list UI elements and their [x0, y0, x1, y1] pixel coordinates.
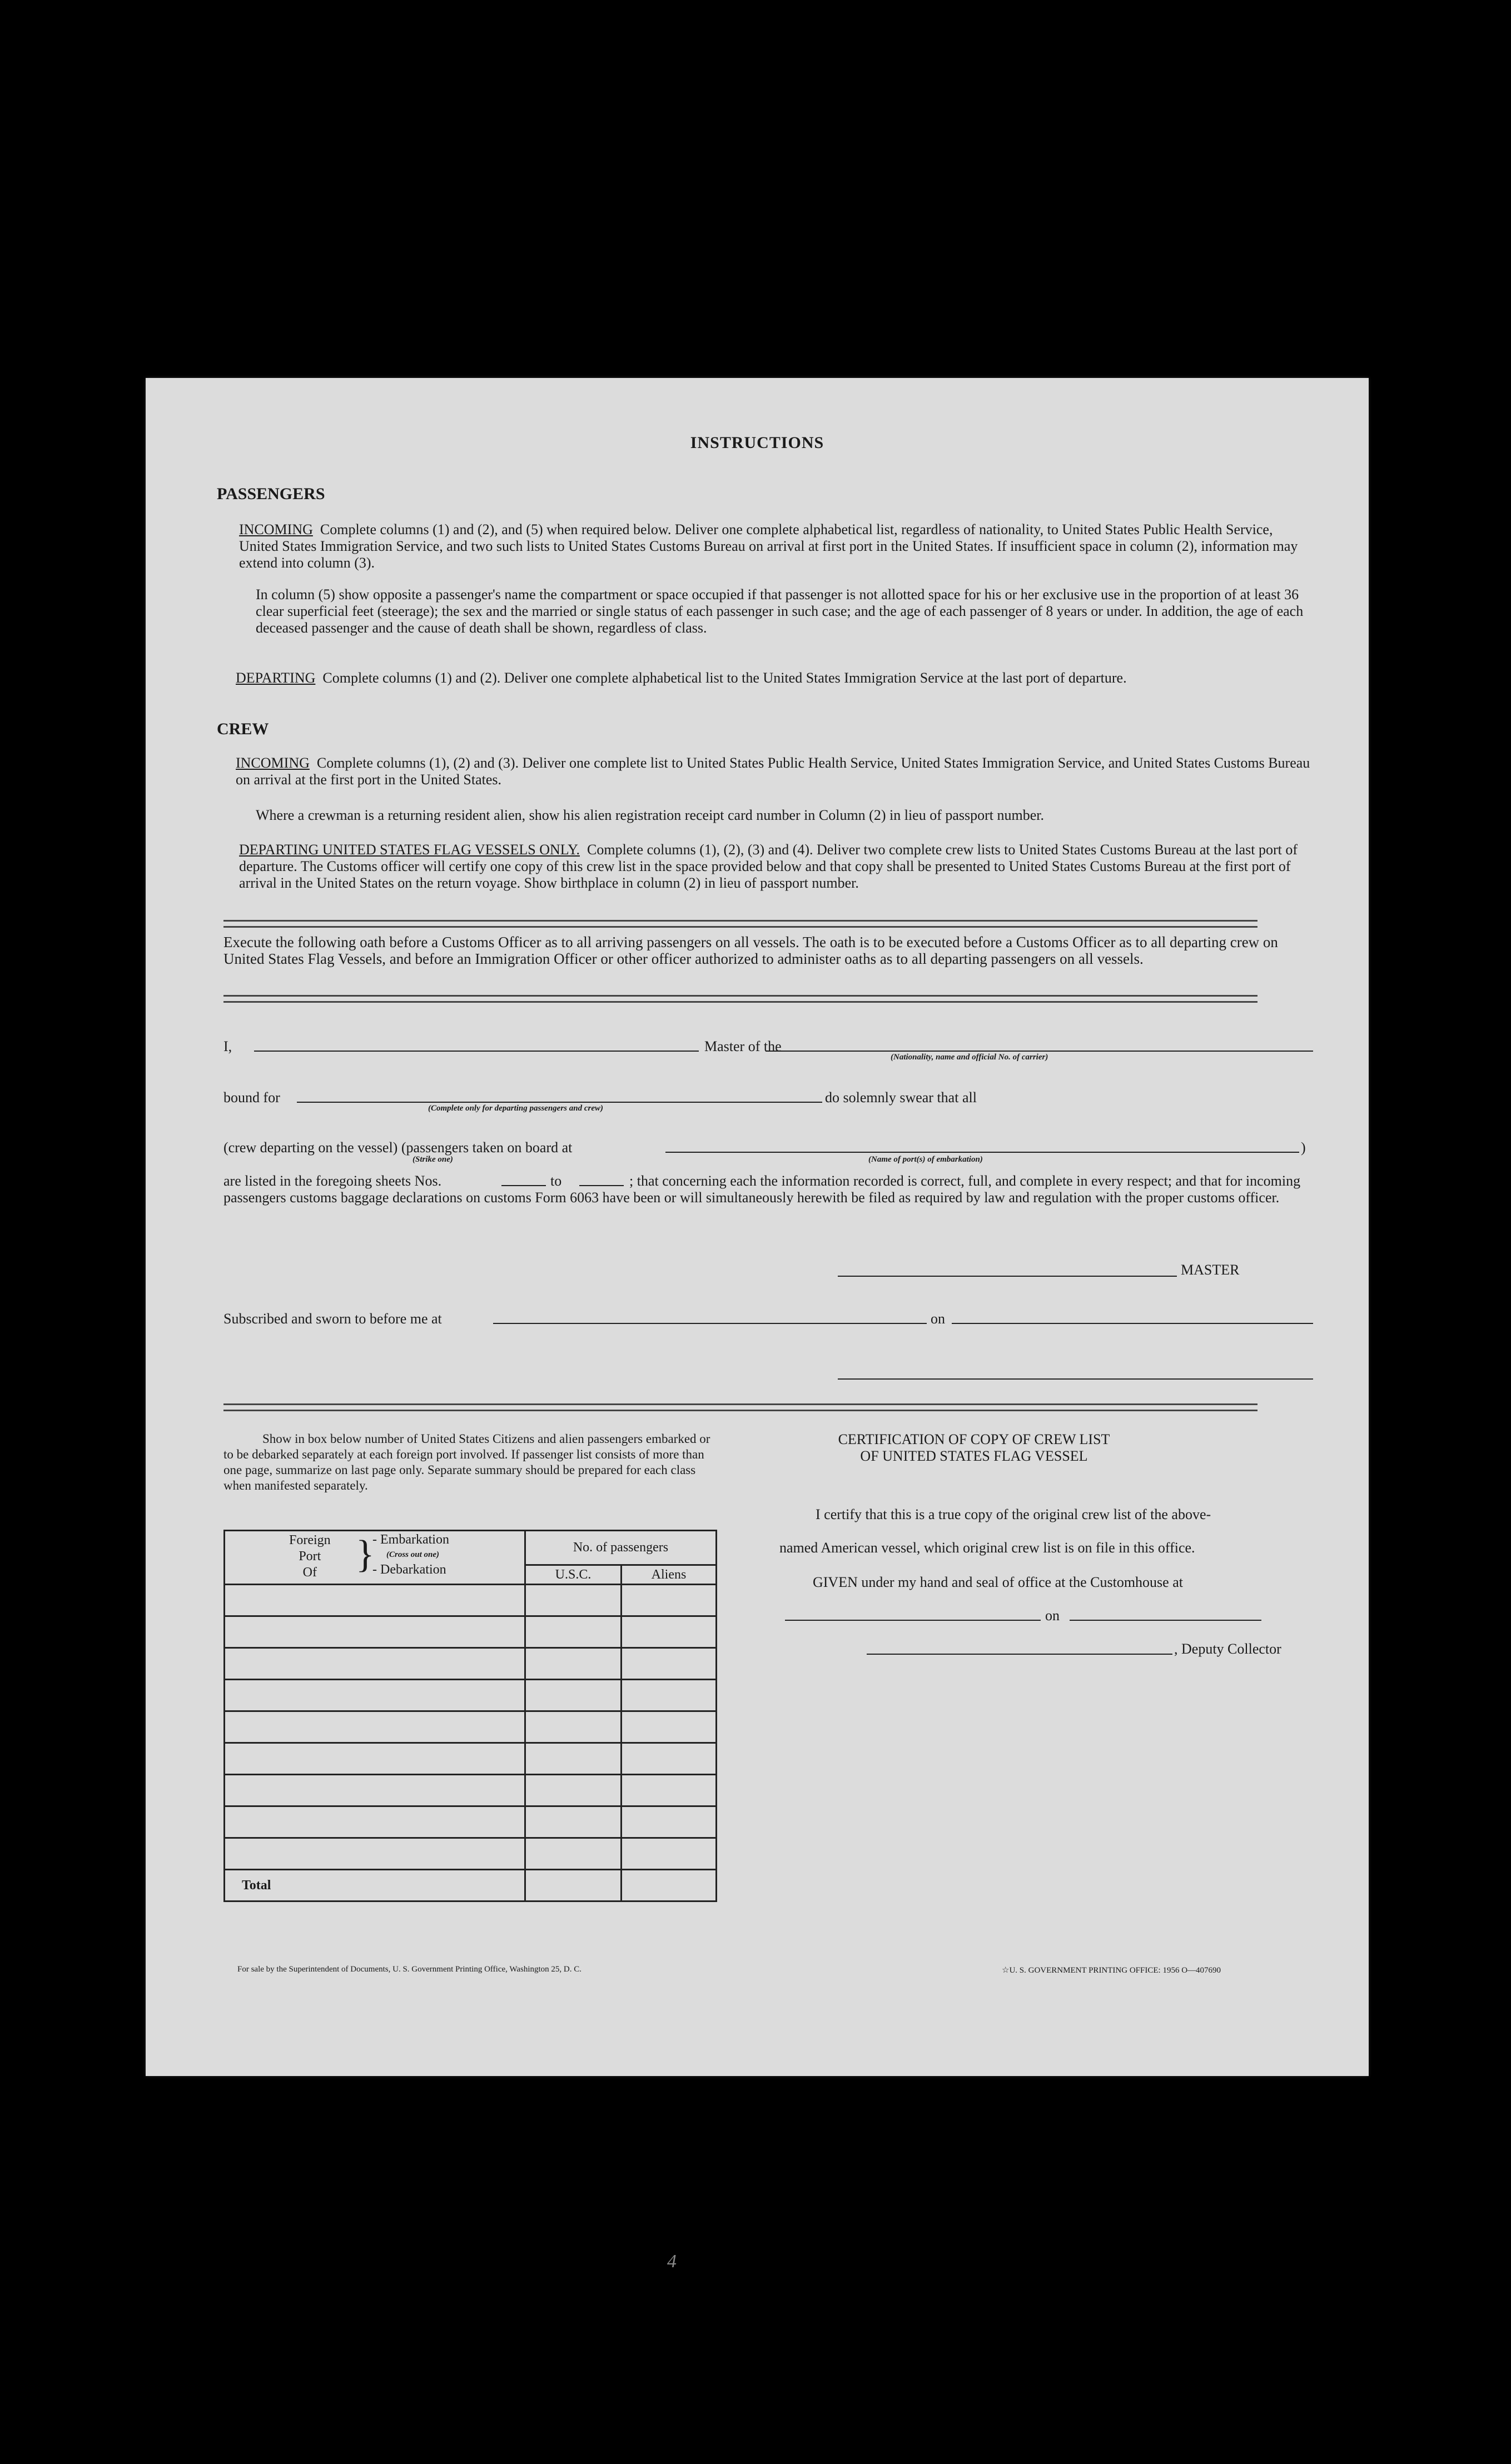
aliens-cell[interactable] — [622, 1585, 717, 1616]
listed-sheets: are listed in the foregoing sheets Nos. — [223, 1173, 442, 1189]
table-row — [225, 1838, 717, 1870]
swear-text: do solemnly swear that all — [825, 1089, 977, 1106]
table-row — [225, 1648, 717, 1680]
brace-icon: } — [356, 1533, 375, 1576]
usc-cell[interactable] — [525, 1743, 622, 1775]
table-row — [225, 1616, 717, 1648]
port-header — [225, 1531, 525, 1585]
divider — [223, 995, 1257, 1003]
to-text: to — [550, 1173, 562, 1189]
customhouse-field[interactable] — [785, 1620, 1041, 1621]
table-row — [225, 1806, 717, 1838]
departing-label: DEPARTING — [236, 670, 316, 686]
aliens-total-cell[interactable] — [622, 1870, 717, 1901]
summary-instructions: Show in box below number of United States Citizens and alien passengers embarked or to be debarked separately at each foreign port involved. If passenger list consists of more than one page, summarize on last page only. Separate summary should be prepared for each class when manifested separately. — [223, 1432, 710, 1492]
cert-date-field[interactable] — [1070, 1620, 1261, 1621]
deputy-label: , Deputy Collector — [1174, 1641, 1281, 1657]
port-caption: (Name of port(s) of embarkation) — [868, 1155, 983, 1164]
aliens-header: Aliens — [622, 1565, 717, 1585]
table-row — [225, 1680, 717, 1711]
bound-for: bound for — [223, 1089, 280, 1106]
cert-on: on — [1045, 1607, 1060, 1624]
total-row — [225, 1870, 717, 1901]
destination-field[interactable] — [297, 1102, 822, 1103]
port-cell[interactable] — [225, 1743, 525, 1775]
of-label: Of — [302, 1565, 317, 1580]
aliens-cell[interactable] — [622, 1648, 717, 1680]
deputy-signature-field[interactable] — [867, 1654, 1172, 1655]
footer-right: ☆U. S. GOVERNMENT PRINTING OFFICE: 1956 O—407690 — [1002, 1966, 1221, 1975]
usc-total-cell[interactable] — [525, 1870, 622, 1901]
passenger-summary-table — [223, 1530, 717, 1902]
no-passengers-header: No. of passengers — [525, 1531, 717, 1565]
strike-one-caption: (Strike one) — [412, 1155, 453, 1164]
port-label-text: Port — [299, 1549, 321, 1564]
cert-text-2: named American vessel, which original crew list is on file in this office. — [779, 1540, 1195, 1556]
sworn-date-field[interactable] — [952, 1323, 1313, 1324]
table-row — [225, 1711, 717, 1743]
usc-cell[interactable] — [525, 1648, 622, 1680]
crew-incoming-label: INCOMING — [236, 755, 310, 771]
master-label: MASTER — [1181, 1262, 1240, 1278]
passengers-departing — [236, 670, 1312, 686]
crew-heading: CREW — [217, 720, 269, 738]
aliens-cell[interactable] — [622, 1838, 717, 1870]
crew-departing-text: Complete columns (1), (2), (3) and (4). Deliver two complete crew lists to United States Customs Bureau at the last port of departure. The Customs officer will certify one copy of this crew list in the space provided below and that copy shall be presented to United States Customs Bureau at the first port of arrival in the United States on the return voyage. Show birthplace in column (2) in lieu of passport number. — [239, 842, 1298, 891]
master-signature-field[interactable] — [838, 1276, 1177, 1277]
usc-cell[interactable] — [525, 1806, 622, 1838]
cert-text-1: I certify that this is a true copy of the original crew list of the above- — [816, 1506, 1211, 1522]
total-label: Total — [225, 1870, 525, 1901]
table-row — [225, 1775, 717, 1806]
master-of-the: Master of the — [704, 1038, 782, 1054]
usc-cell[interactable] — [525, 1838, 622, 1870]
usc-cell[interactable] — [525, 1775, 622, 1806]
cross-out-caption: (Cross out one) — [386, 1550, 440, 1559]
crew-departing-label: DEPARTING UNITED STATES FLAG VESSELS ONLY. — [239, 842, 580, 858]
aliens-cell[interactable] — [622, 1806, 717, 1838]
oath-i: I, — [223, 1038, 232, 1054]
aliens-cell[interactable] — [622, 1616, 717, 1648]
port-cell[interactable] — [225, 1838, 525, 1870]
officer-signature-field[interactable] — [838, 1378, 1313, 1380]
divider — [223, 920, 1257, 928]
subscribed-text: Subscribed and sworn to before me at — [223, 1311, 442, 1327]
oath-body: ; that concerning each the information recorded is correct, full, and complete in every respect; and that for incoming passengers customs baggage declarations on customs Form 6063 have been or will simultaneously herewith be filed as required by law and regulation with the proper customs officer. — [223, 1173, 1301, 1206]
close-paren: ) — [1301, 1139, 1306, 1156]
port-label — [289, 1532, 331, 1581]
port-cell[interactable] — [225, 1616, 525, 1648]
usc-cell[interactable] — [525, 1711, 622, 1743]
usc-cell[interactable] — [525, 1585, 622, 1616]
port-cell[interactable] — [225, 1648, 525, 1680]
sworn-place-field[interactable] — [493, 1323, 927, 1324]
page-title: INSTRUCTIONS — [690, 434, 824, 452]
passengers-heading: PASSENGERS — [217, 485, 325, 503]
port-cell[interactable] — [225, 1775, 525, 1806]
port-cell[interactable] — [225, 1711, 525, 1743]
embarkation-label: - Embarkation — [372, 1532, 449, 1547]
cert-title-line2: OF UNITED STATES FLAG VESSEL — [860, 1448, 1088, 1464]
frame-mark: 4 — [667, 2251, 677, 2272]
departing-text: Complete columns (1) and (2). Deliver one complete alphabetical list to the United States Immigration Service at the last port of departure. — [322, 670, 1127, 686]
aliens-cell[interactable] — [622, 1711, 717, 1743]
certification-title — [757, 1431, 1191, 1465]
debarkation-label: - Debarkation — [372, 1562, 446, 1577]
master-name-field[interactable] — [254, 1051, 699, 1052]
form-page — [146, 378, 1369, 2076]
usc-header: U.S.C. — [525, 1565, 622, 1585]
incoming-label: INCOMING — [239, 521, 313, 537]
aliens-cell[interactable] — [622, 1775, 717, 1806]
foreign-label: Foreign — [289, 1533, 331, 1547]
cert-given: GIVEN under my hand and seal of office at the Customhouse at — [813, 1574, 1183, 1590]
table-row — [225, 1743, 717, 1775]
crew-departing — [239, 842, 1312, 892]
crew-resident: Where a crewman is a returning resident alien, show his alien registration receipt card number in Column (2) in lieu of passport number. — [256, 807, 1045, 823]
port-cell[interactable] — [225, 1585, 525, 1616]
aliens-cell[interactable] — [622, 1680, 717, 1711]
table-row — [225, 1585, 717, 1616]
cert-title-line1: CERTIFICATION OF COPY OF CREW LIST — [838, 1431, 1110, 1447]
complete-only-caption: (Complete only for departing passengers and crew) — [428, 1104, 603, 1113]
crew-incoming-text: Complete columns (1), (2) and (3). Deliver one complete list to United States Public Health Service, United States Immigration Service, and United States Customs Bureau on arrival at the first port in the United States. — [236, 755, 1310, 788]
on-text: on — [931, 1311, 945, 1327]
aliens-cell[interactable] — [622, 1743, 717, 1775]
nationality-caption: (Nationality, name and official No. of carrier) — [891, 1053, 1048, 1062]
passengers-incoming — [239, 521, 1312, 571]
divider — [223, 1403, 1257, 1411]
footer-left: For sale by the Superintendent of Documents, U. S. Government Printing Office, Washington 25, D. C. — [237, 1965, 581, 1974]
usc-cell[interactable] — [525, 1680, 622, 1711]
passengers-column5: In column (5) show opposite a passenger's name the compartment or space occupied if that passenger is not allotted space for his or her exclusive use in the proportion of at least 36 clear superficial feet (steerage); the sex and the married or single status of each passenger in such case; and the age of each passenger of 8 years or under. In addition, the age of each deceased passenger and the cause of death shall be shown, regardless of class. — [256, 586, 1304, 636]
port-cell[interactable] — [225, 1680, 525, 1711]
crew-departing-text: (crew departing on the vessel) (passengers taken on board at — [223, 1139, 573, 1156]
oath-intro: Execute the following oath before a Customs Officer as to all arriving passengers on all vessels. The oath is to be executed before a Customs Officer as to all departing crew on United States Flag Vessels, and before an Immigration Officer or other officer authorized to administer oaths as to all departing passengers on all vessels. — [223, 934, 1278, 967]
carrier-field[interactable] — [766, 1051, 1313, 1052]
port-cell[interactable] — [225, 1806, 525, 1838]
incoming-text: Complete columns (1) and (2), and (5) when required below. Deliver one complete alphabetical list, regardless of nationality, to United States Public Health Service, United States Immigration Service, and two such lists to United States Customs Bureau on arrival at first port in the United States. If insufficient space in column (2), information may extend into column (3). — [239, 521, 1298, 571]
crew-incoming — [236, 755, 1312, 788]
embarkation-port-field[interactable] — [665, 1152, 1299, 1153]
usc-cell[interactable] — [525, 1616, 622, 1648]
